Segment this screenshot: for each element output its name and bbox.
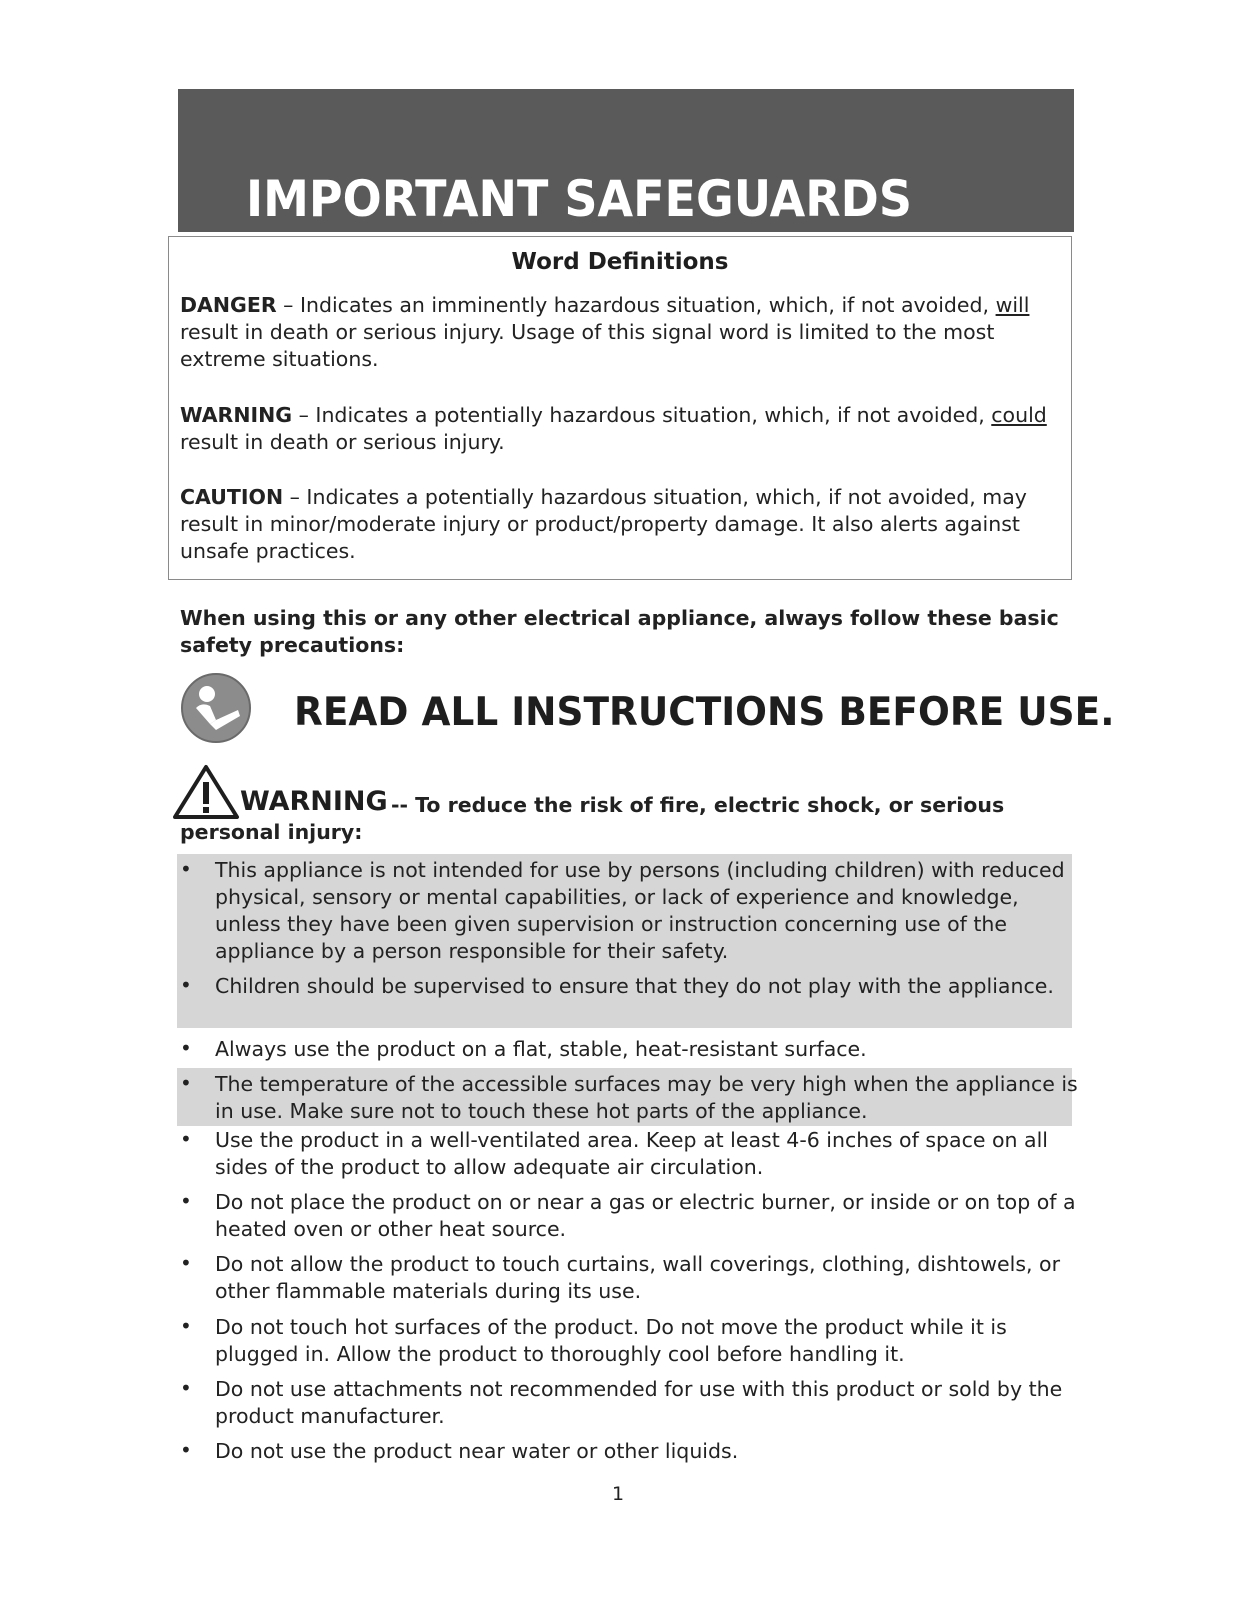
warning-definition [180,402,1070,456]
bullet-marker: • [180,973,192,997]
list-item: Children should be supervised to ensure that they do not play with the appliance. [215,974,1054,998]
warning-heading-line2: personal injury: [180,820,363,844]
danger-definition [180,292,1070,373]
caution-word: CAUTION [180,485,284,509]
intro-text: When using this or any other electrical appliance, always follow these basic safety precautions: [180,606,1059,657]
list-item: The temperature of the accessible surfaces may be very high when the appliance is in use. Make sure not to touch these hot parts of the appliance. [215,1072,1078,1123]
warning-text-after: result in death or serious injury. [180,430,505,454]
list-item: Use the product in a well-ventilated area. Keep at least 4-6 inches of space on all sides of the product to allow adequate air circulation. [215,1128,1048,1179]
list-item: Do not place the product on or near a gas or electric burner, or inside or on top of a heated oven or other heat source. [215,1190,1076,1241]
warning-emphasis: could [991,403,1047,427]
bullet-marker: • [180,1189,192,1213]
warning-triangle-icon [172,764,240,820]
danger-text-before: – Indicates an imminently hazardous situation, which, if not avoided, [276,293,996,317]
bullet-marker: • [180,1127,192,1151]
bullet-marker: • [180,1071,192,1095]
definitions-heading: Word Definitions [511,249,729,275]
bullet-marker: • [180,1251,192,1275]
title-banner [178,89,1074,232]
bullet-marker: • [180,1314,192,1338]
warning-heading-rest: -- To reduce the risk of fire, electric shock, or serious [391,793,1005,817]
list-item: Do not touch hot surfaces of the product. Do not move the product while it is plugged in. Allow the product to thoroughly cool before handling it. [215,1315,1007,1366]
page-title: IMPORTANT SAFEGUARDS [246,170,912,228]
bullet-marker: • [180,1036,192,1060]
list-item: Do not use attachments not recommended for use with this product or sold by the product manufacturer. [215,1377,1063,1428]
read-manual-icon [180,672,252,744]
list-item: Do not use the product near water or other liquids. [215,1439,739,1463]
bullet-marker: • [180,1438,192,1462]
bullet-marker: • [180,857,192,881]
list-item: Always use the product on a flat, stable, heat-resistant surface. [215,1037,867,1061]
danger-word: DANGER [180,293,277,317]
bullet-marker: • [180,1376,192,1400]
word-definitions-box [168,236,1072,580]
warning-word: WARNING [180,403,293,427]
read-instructions-heading: READ ALL INSTRUCTIONS BEFORE USE. [294,690,1115,735]
page-number: 1 [611,1483,625,1505]
list-item: Do not allow the product to touch curtains, wall coverings, clothing, dishtowels, or other flammable materials during its use. [215,1252,1061,1303]
caution-definition [180,484,1070,565]
danger-emphasis: will [995,293,1030,317]
caution-text: – Indicates a potentially hazardous situation, which, if not avoided, may result in minor/moderate injury or product/property damage. It also alerts against unsafe practices. [180,485,1027,563]
warning-heading-word: WARNING [240,786,388,817]
warning-text-before: – Indicates a potentially hazardous situation, which, if not avoided, [292,403,992,427]
list-item: This appliance is not intended for use by persons (including children) with reduced physical, sensory or mental capabilities, or lack of experience and knowledge, unless they have been given supervision or instruction concerning use of the appliance by a person responsible for their safety. [215,858,1065,963]
danger-text-after: result in death or serious injury. Usage of this signal word is limited to the most extreme situations. [180,320,995,371]
